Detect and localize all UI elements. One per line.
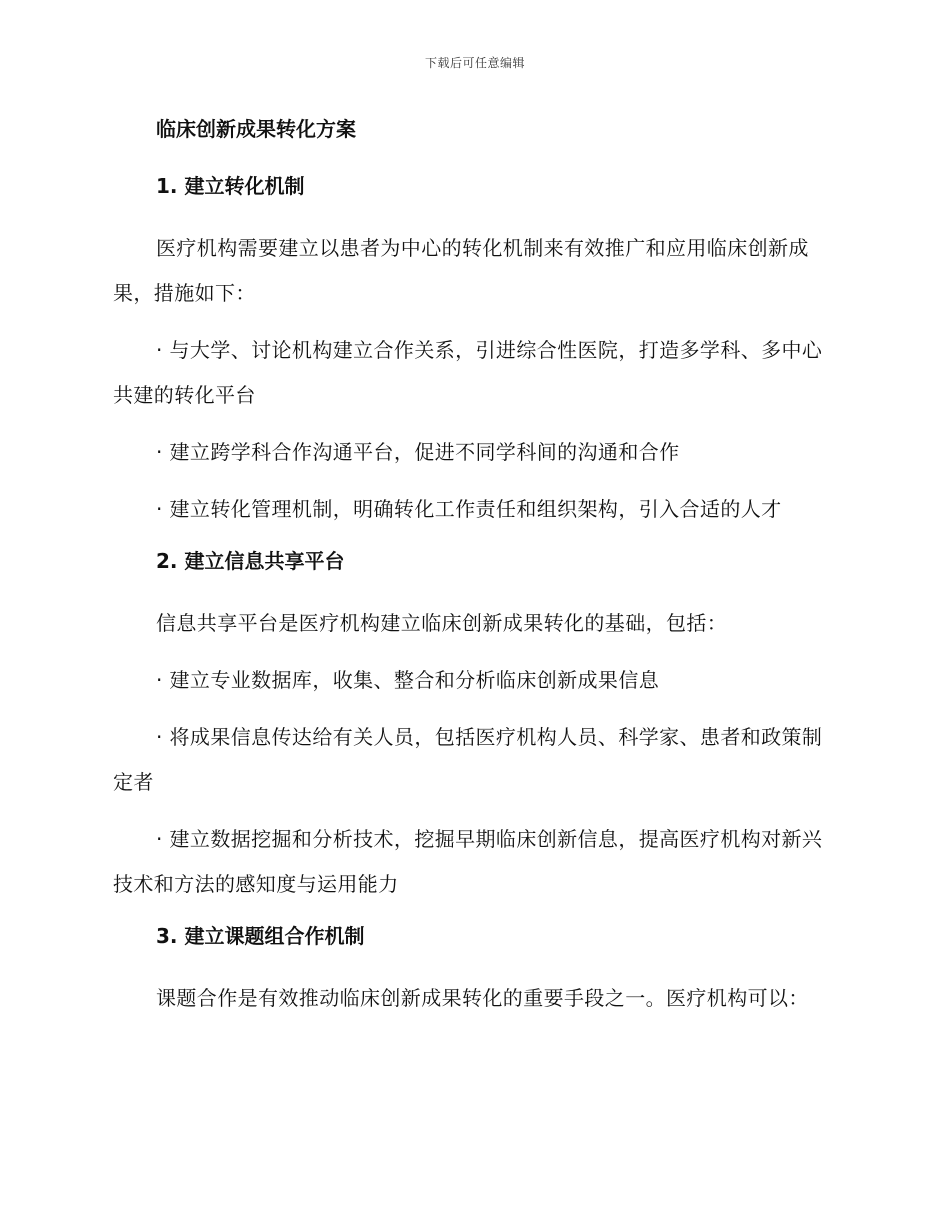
- page-header-note: 下载后可任意编辑: [424, 56, 525, 70]
- paragraph: 医疗机构需要建立以患者为中心的转化机制来有效推广和应用临床创新成果，措施如下：: [113, 236, 809, 305]
- section-heading: 3. 建立课题组合作机制: [156, 924, 365, 948]
- section-2: [113, 544, 835, 907]
- section-3: [113, 919, 835, 1021]
- bullet-item: · 建立转化管理机制，明确转化工作责任和组织架构，引入合适的人才: [156, 497, 782, 521]
- bullet-item: · 与大学、讨论机构建立合作关系，引进综合性医院，打造多学科、多中心共建的转化平台: [113, 338, 823, 407]
- paragraph: 信息共享平台是医疗机构建立临床创新成果转化的基础，包括：: [156, 611, 728, 635]
- document-body: [113, 112, 835, 1033]
- section-heading: 2. 建立信息共享平台: [156, 549, 345, 573]
- document-title: 临床创新成果转化方案: [156, 117, 356, 141]
- paragraph: 课题合作是有效推动临床创新成果转化的重要手段之一。医疗机构可以：: [156, 986, 809, 1010]
- bullet-item: · 将成果信息传达给有关人员，包括医疗机构人员、科学家、患者和政策制定者: [113, 725, 823, 794]
- bullet-item: · 建立数据挖掘和分析技术，挖掘早期临床创新信息，提高医疗机构对新兴技术和方法的感知度与运用能力: [113, 827, 823, 896]
- section-heading: 1. 建立转化机制: [156, 174, 305, 198]
- bullet-item: · 建立专业数据库，收集、整合和分析临床创新成果信息: [156, 668, 660, 692]
- section-1: [113, 169, 835, 532]
- bullet-item: · 建立跨学科合作沟通平台，促进不同学科间的沟通和合作: [156, 440, 680, 464]
